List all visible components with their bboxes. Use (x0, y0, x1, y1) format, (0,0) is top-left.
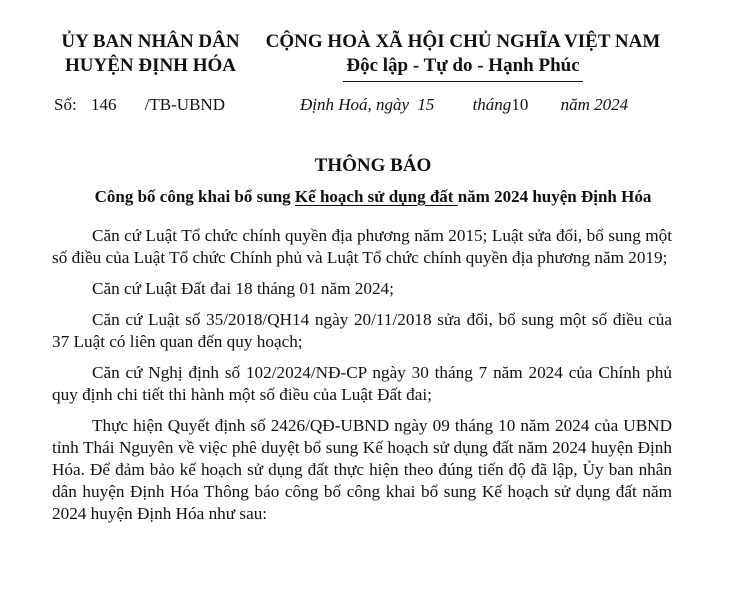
nation-line-1: CỘNG HOÀ XÃ HỘI CHỦ NGHĨA VIỆT NAM (265, 31, 661, 52)
org-line-1: ỦY BAN NHÂN DÂN (61, 31, 240, 52)
paragraph: Căn cứ Luật Tổ chức chính quyền địa phương năm 2015; Luật sửa đổi, bổ sung một số điều của Luật Tổ chức Chính phủ và Luật Tổ chức chính quyền địa phương năm 2019; (52, 226, 672, 267)
date-month: 10 (511, 95, 529, 114)
document-title: THÔNG BÁO (314, 155, 432, 176)
issue-date (300, 95, 628, 115)
so-number: 146 (90, 95, 117, 114)
paragraph: Thực hiện Quyết định số 2426/QĐ-UBND ngày 09 tháng 10 năm 2024 của UBND tỉnh Thái Nguyên về việc phê duyệt bổ sung Kế hoạch sử dụng đất năm 2024 huyện Định Hóa. Để đảm bảo kế hoạch sử dụng đất thực hiện theo đúng tiến độ đã lập, Ủy ban nhân dân huyện Định Hóa Thông báo công bố công khai bổ sung Kế hoạch sử dụng đất năm 2024 huyện Định Hóa như sau: (52, 416, 672, 523)
subtitle-suffix: năm 2024 huyện Định Hóa (457, 187, 652, 206)
date-day: 15 (417, 95, 435, 114)
year-label: năm (560, 95, 590, 114)
org-line-2: HUYỆN ĐỊNH HÓA (64, 55, 236, 76)
document-subtitle (0, 187, 746, 207)
nation-line-2: Độc lập - Tự do - Hạnh Phúc (346, 55, 580, 76)
subtitle-underlined: Kế hoạch sử dụng đất (294, 187, 458, 206)
subtitle-prefix: Công bố công khai bổ sung (94, 187, 295, 206)
so-label: Số: (54, 95, 77, 114)
paragraph: Căn cứ Luật Đất đai 18 tháng 01 năm 2024; (92, 279, 394, 298)
national-motto (258, 30, 668, 82)
paragraph: Căn cứ Nghị định số 102/2024/NĐ-CP ngày 30 tháng 7 năm 2024 của Chính phủ quy định chi tiết thi hành một số điều của Luật Đất đai; (52, 363, 672, 404)
date-year: 2024 (594, 95, 629, 114)
document-number (54, 95, 225, 115)
paragraph: Căn cứ Luật số 35/2018/QH14 ngày 20/11/2018 sửa đổi, bổ sung một số điều của 37 Luật có liên quan đến quy hoạch; (52, 310, 672, 351)
place-label: Định Hoá, ngày (300, 95, 410, 114)
motto-underline (343, 81, 583, 82)
document-body (52, 225, 672, 534)
issuing-authority (38, 30, 263, 78)
so-suffix: /TB-UBND (144, 95, 225, 114)
month-label: tháng (472, 95, 512, 114)
